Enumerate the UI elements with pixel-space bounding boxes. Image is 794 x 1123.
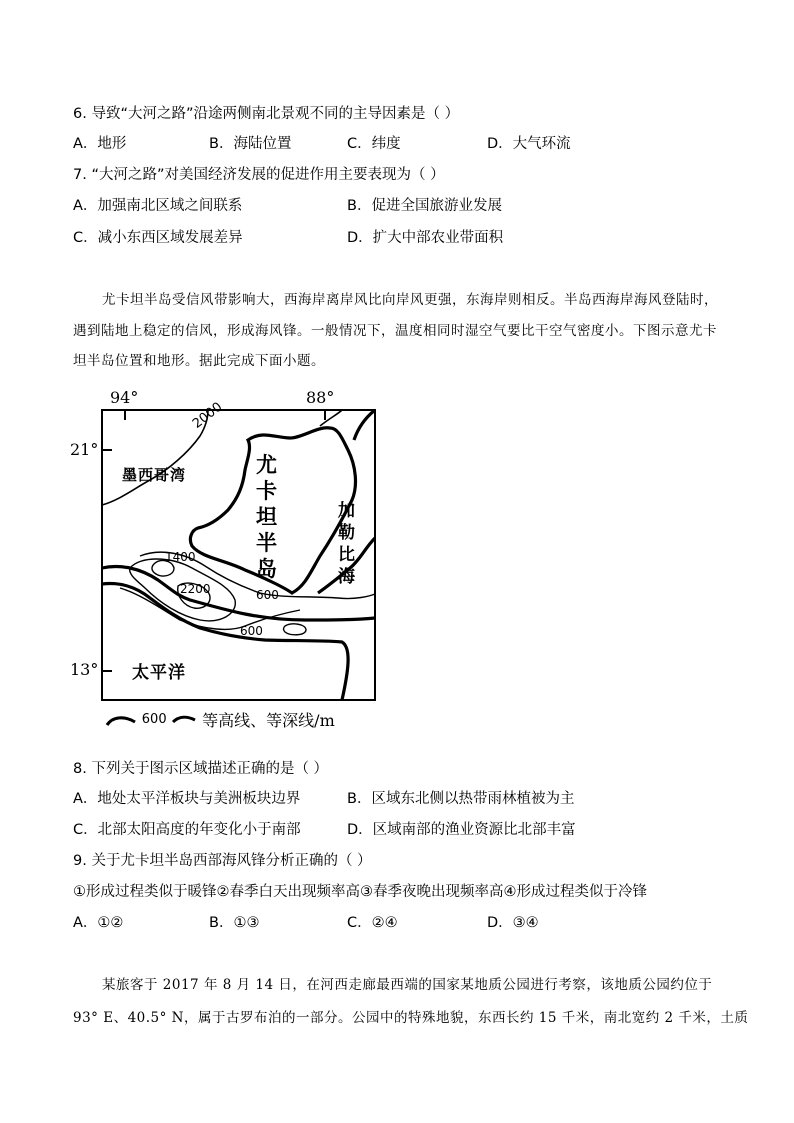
passage2-line2: 93° E、40.5° N，属于古罗布泊的一部分。公园中的特殊地貌，东西长约 15 千米，南北宽约 2 千米，土质 xyxy=(73,1010,749,1026)
passage1-line3: 坦半岛位置和地形。据此完成下面小题。 xyxy=(73,353,325,369)
q8-option-a: A．地处太平洋板块与美洲板块边界 xyxy=(73,791,301,807)
q6-stem: 6. 导致“大河之路”沿途两侧南北景观不同的主导因素是（ ） xyxy=(73,106,460,122)
q8-option-d: D．区域南部的渔业资源比北部丰富 xyxy=(347,822,576,838)
q9-option-d: D．③④ xyxy=(487,915,539,931)
contour-2200-label: 2200 xyxy=(180,582,211,596)
map-legend xyxy=(105,708,335,731)
q7-option-c: C．减小东西区域发展差异 xyxy=(73,230,243,246)
yucatan-map xyxy=(70,388,380,733)
legend-value: 600 xyxy=(141,712,167,727)
passage1-line2: 遇到陆地上稳定的信风，形成海风锋。一般情况下，温度相同时湿空气要比干空气密度小。下图示意尤卡 xyxy=(73,323,717,339)
q9-option-b: B．①③ xyxy=(209,915,260,931)
q7-option-a: A．加强南北区域之间联系 xyxy=(73,198,243,214)
q8-option-b: B．区域东北侧以热带雨林植被为主 xyxy=(347,791,575,807)
q7-option-d: D．扩大中部农业带面积 xyxy=(347,230,504,246)
lon-94-label: 94° xyxy=(110,388,139,407)
q6-option-d: D．大气环流 xyxy=(487,136,571,152)
contour-2000-label: 2000 xyxy=(190,399,226,432)
passage1-line1: 尤卡坦半岛受信风带影响大，西海岸离岸风比向岸风更强，东海岸则相反。半岛西海岸海风登陆时， xyxy=(102,292,718,308)
pacific-ocean-label: 太平洋 xyxy=(132,663,186,683)
q8-option-c: C．北部太阳高度的年变化小于南部 xyxy=(73,822,301,838)
q6-option-b: B．海陆位置 xyxy=(209,136,292,152)
lat-13-label: 13° xyxy=(70,660,99,679)
legend-line-icon-2 xyxy=(171,712,197,728)
gulf-of-mexico-label: 墨西哥湾 xyxy=(122,466,187,484)
lon-88-label: 88° xyxy=(306,388,335,407)
contour-600-label-a: 600 xyxy=(256,588,279,602)
q9-option-c: C．②④ xyxy=(347,915,398,931)
lat-21-label: 21° xyxy=(70,440,99,459)
q8-stem: 8. 下列关于图示区域描述正确的是（ ） xyxy=(73,761,329,777)
legend-line-icon xyxy=(105,712,137,728)
legend-text: 等高线、等深线/m xyxy=(202,711,335,730)
q7-stem: 7. “大河之路”对美国经济发展的促进作用主要表现为（ ） xyxy=(73,167,445,183)
q9-option-a: A．①② xyxy=(73,915,124,931)
contour-600-label-b: 600 xyxy=(240,624,263,638)
q6-option-c: C．纬度 xyxy=(347,136,401,152)
map-svg xyxy=(80,388,380,733)
q9-statements: ①形成过程类似于暖锋②春季白天出现频率高③春季夜晚出现频率高④形成过程类似于冷锋 xyxy=(73,884,647,900)
passage2-line1: 某旅客于 2017 年 8 月 14 日，在河西走廊最西端的国家某地质公园进行考察，该地质公园约位于 xyxy=(102,977,713,993)
caribbean-sea-label: 加勒比海 xyxy=(338,501,355,587)
contour-1400-label: 1400 xyxy=(165,550,196,564)
q7-option-b: B．促进全国旅游业发展 xyxy=(347,198,502,214)
q6-option-a: A．地形 xyxy=(73,136,127,152)
q9-stem: 9. 关于尤卡坦半岛西部海风锋分析正确的（ ） xyxy=(73,853,372,869)
yucatan-peninsula-label: 尤卡坦半岛 xyxy=(256,453,277,581)
